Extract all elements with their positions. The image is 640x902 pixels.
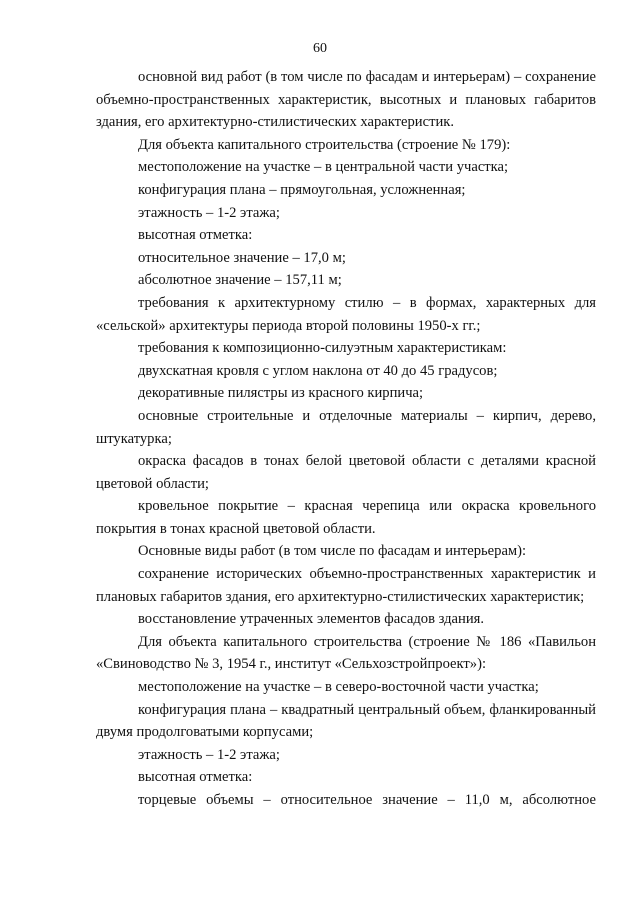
- paragraph: этажность – 1-2 этажа;: [138, 746, 280, 763]
- paragraph: Для объекта капитального строительства (строение № 186 «Павильон «Свиноводство № 3, 1954 г., институт «Сельхозстройпроект»):: [96, 633, 596, 673]
- paragraph: местоположение на участке – в северо-восточной части участка;: [138, 679, 539, 696]
- paragraph: сохранение исторических объемно-пространственных характеристик и плановых габаритов здания, его архитектурно-стилистических характеристик;: [96, 566, 596, 605]
- paragraph: требования к архитектурному стилю – в формах, характерных для «сельской» архитектуры периода второй половины 1950-х гг.;: [96, 294, 596, 334]
- paragraph: местоположение на участке – в центральной части участка;: [138, 159, 509, 176]
- paragraph: торцевые объемы – относительное значение – 11,0 м, абсолютное: [138, 792, 596, 808]
- paragraph: относительное значение – 17,0 м;: [138, 249, 346, 266]
- paragraph: Для объекта капитального строительства (строение № 179):: [138, 136, 511, 153]
- paragraph: Основные виды работ (в том числе по фасадам и интерьерам):: [138, 543, 527, 560]
- paragraph: восстановление утраченных элементов фасадов здания.: [138, 611, 484, 628]
- paragraph: декоративные пилястры из красного кирпича;: [138, 385, 424, 402]
- page-number: 60: [313, 41, 327, 56]
- paragraph: конфигурация плана – квадратный центральный объем, фланкированный двумя продолговатыми корпусами;: [96, 701, 596, 741]
- paragraph: высотная отметка:: [138, 227, 253, 244]
- paragraph: требования к композиционно-силуэтным характеристикам:: [138, 340, 507, 357]
- paragraph: окраска фасадов в тонах белой цветовой области с деталями красной цветовой области;: [96, 453, 596, 492]
- paragraph: конфигурация плана – прямоугольная, усложненная;: [138, 181, 466, 198]
- paragraph: абсолютное значение – 157,11 м;: [138, 272, 342, 289]
- paragraph: основной вид работ (в том числе по фасадам и интерьерам) – сохранение объемно-пространственных характеристик, высотных и плановых габаритов здания, его архитектурно-стилистических характеристик.: [96, 69, 596, 131]
- paragraph: этажность – 1-2 этажа;: [138, 204, 280, 221]
- paragraph: высотная отметка:: [138, 769, 253, 786]
- document-body: [96, 66, 596, 812]
- paragraph: кровельное покрытие – красная черепица или окраска кровельного покрытия в тонах красной цветовой области.: [96, 498, 596, 537]
- paragraph: основные строительные и отделочные материалы – кирпич, дерево, штукатурка;: [96, 407, 596, 447]
- paragraph: двухскатная кровля с углом наклона от 40 до 45 градусов;: [138, 362, 498, 379]
